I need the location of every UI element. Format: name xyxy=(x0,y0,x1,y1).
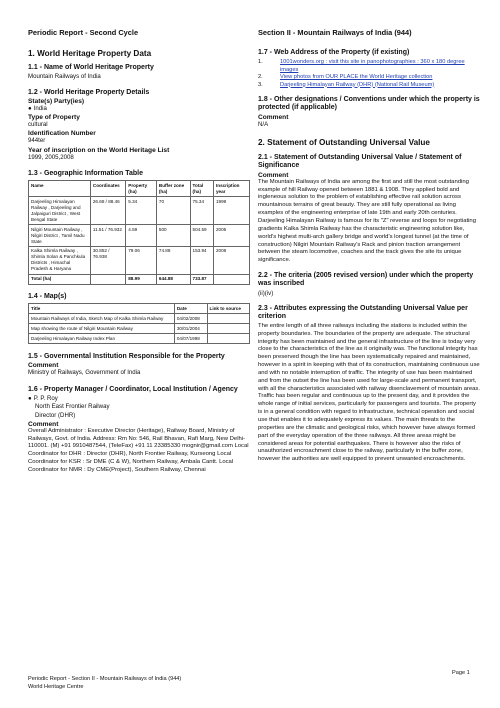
table-row xyxy=(29,246,250,274)
table-cell: 733.87 xyxy=(190,274,213,284)
table-cell: 75.34 xyxy=(190,197,213,225)
map-header-cell: Date xyxy=(174,304,207,314)
table-cell: 11.51 / 76.932 xyxy=(90,225,125,247)
table-cell: 04/02/2008 xyxy=(174,314,207,324)
table-cell: 153.94 xyxy=(190,246,213,274)
table-cell: 74.88 xyxy=(156,246,190,274)
section-2-3-title: 2.3 - Attributes expressing the Outstanding Universal Value per criterion xyxy=(258,305,468,321)
table-cell: 70 xyxy=(156,197,190,225)
section-1-6-comment: Overall Administrator : Executive Director (Heritage), Railway Board, Ministry of Railways, Govt. of India. Address: Rm No: 546, Rail Bhavan, Rafi Marg, New Delhi-110001. (M) +91 9910487544, (TeleFax) +91 11 23385330 mognir@gmail.com Local Coordinator for DHR : Director (DHR), North Frontier Railway, Kurseong Local Coordinator for KSR : Sr DME (C & W), Northern Railway, Ambala Cantt. Local Coordinator for NMR : Dy CME(Project), Southern Railway, Chennai xyxy=(28,427,249,473)
table-cell: 04/07/1998 xyxy=(174,334,207,344)
table-cell: 4.59 xyxy=(126,225,157,247)
footer xyxy=(28,676,181,691)
table-cell: 26.68 / 88.46 xyxy=(90,197,125,225)
table-cell: 30/01/2004 xyxy=(174,324,207,334)
section-1-7-title: 1.7 - Web Address of the Property (if existing) xyxy=(258,49,410,56)
table-cell: Total (ha) xyxy=(29,274,91,284)
criteria-value: (ii)(iv) xyxy=(258,289,274,297)
year-value: 1999, 2005,2008 xyxy=(28,153,74,161)
states-value xyxy=(28,105,250,113)
geo-header-cell: Coordinates xyxy=(90,181,125,197)
left-column xyxy=(28,28,250,475)
id-label: Identification Number xyxy=(28,130,96,138)
geo-header-cell: Total (ha) xyxy=(190,181,213,197)
map-header-cell: Title xyxy=(29,304,175,314)
table-cell: Kalka Shimla Railway , Shimla Solan & Panchkula Districts , Himachal Pradesh & Haryana xyxy=(29,246,91,274)
section-1-6-title: 1.6 - Property Manager / Coordinator, Local Institution / Agency xyxy=(28,385,238,393)
table-row xyxy=(29,197,250,225)
manager-name xyxy=(28,395,250,403)
table-cell: 88.99 xyxy=(126,274,157,284)
states-label: State(s) Party(ies) xyxy=(28,98,85,105)
section-1-5-title: 1.5 - Governmental Institution Responsible for the Property xyxy=(28,353,225,361)
section-1-8-title: 1.8 - Other designations / Conventions under which the property is protected (if applicable) xyxy=(258,96,480,112)
manager-organisation: North East Frontier Railway xyxy=(35,403,110,411)
id-value: 944ter xyxy=(28,137,46,145)
section-1-8-comment: N/A xyxy=(258,120,269,128)
section-1-2-title: 1.2 - World Heritage Property Details xyxy=(28,88,150,96)
section-1-title: 1. World Heritage Property Data xyxy=(28,49,152,58)
property-name: Mountain Railways of India xyxy=(28,73,101,81)
table-cell: 2005 xyxy=(213,225,249,247)
manager-role: Director (DHR) xyxy=(35,411,76,419)
table-cell: 500 xyxy=(156,225,190,247)
table-row xyxy=(29,314,250,324)
table-cell xyxy=(90,274,125,284)
section-2-title: 2. Statement of Outstanding Universal Value xyxy=(258,138,430,148)
section-1-8-comment-label: Comment xyxy=(258,113,289,121)
table-cell xyxy=(207,314,249,324)
table-cell xyxy=(207,324,249,334)
section-1-5-comment-label: Comment xyxy=(28,362,59,370)
table-cell: 644.88 xyxy=(156,274,190,284)
page-number: Page 1 xyxy=(452,670,470,676)
table-cell: Darjeeling Himalayan Railway , Darjeeling and Jalpaiguri District , West Bengal State xyxy=(29,197,91,225)
table-cell[interactable]: Map showing the route of Nilgiri Mountain Railway xyxy=(29,324,175,334)
geo-header-cell: Name xyxy=(29,181,91,197)
section-2-2-title: 2.2 - The criteria (2005 revised version) under which the property was inscribed xyxy=(258,272,474,288)
table-row xyxy=(29,334,250,344)
table-cell: 30.852 / 76.938 xyxy=(90,246,125,274)
table-cell: 5.34 xyxy=(126,197,157,225)
table-cell: 2008 xyxy=(213,246,249,274)
list-number: 2. xyxy=(258,74,263,81)
section-1-3-title: 1.3 - Geographic Information Table xyxy=(28,169,143,177)
section-2-1-title: 2.1 - Statement of Outstanding Universal Value / Statement of Significance xyxy=(258,154,462,170)
type-label: Type of Property xyxy=(28,114,80,122)
table-row xyxy=(29,324,250,334)
header-right: Section II - Mountain Railways of India (944) xyxy=(258,28,412,37)
table-cell[interactable]: Mountain Railways of India, Sketch Map of Kalka Shimla Railway xyxy=(29,314,175,324)
table-cell: 79.06 xyxy=(126,246,157,274)
geo-total-row xyxy=(29,274,250,284)
table-cell[interactable]: Darjeeling Himalayan Railway Index Plan xyxy=(29,334,175,344)
geo-table xyxy=(28,180,250,285)
bullet-icon: ● xyxy=(28,395,32,403)
map-table xyxy=(28,303,250,344)
manager-name-text: P. P. Roy xyxy=(33,395,58,403)
list-item xyxy=(258,82,480,89)
table-cell xyxy=(207,334,249,344)
list-item xyxy=(258,59,480,74)
geo-header-cell: Property (ha) xyxy=(126,181,157,197)
table-cell xyxy=(213,274,249,284)
right-column xyxy=(258,28,480,464)
states-value-text: India xyxy=(33,105,47,112)
list-number: 3. xyxy=(258,81,263,88)
web-link[interactable]: 1001wonders.org : visit this site in panophotographies : 360 x 180 degree images xyxy=(280,59,465,73)
bullet-icon: ● xyxy=(28,105,32,112)
section-2-1-text: The Mountain Railways of India are among the first and still the most outstanding example of hill Railway opened between 1881 & 1908. They applied bold and ingleneous solution to the problem of establishing effective rail solution across mountainous terrains of great beauty. They are still fully operational as living examples of the engineering enterprise of late 19th and early 20th centuries. Darjeeling Himalayan Railway is famous for its "Z" reverse and loops for negotiating gradients Kalka Shimla Railway has the characteristic engineering solution like, world's highest multi-arch gallery bridge and world's longest tunnel (at the time of construction) Nilgiri Mountain Railway's Rack and pinion traction arrangement between the steam locomotive, coaches and the track gives the site its unique significance. xyxy=(258,178,476,264)
list-number: 1. xyxy=(258,59,263,66)
map-header-cell: Link to source xyxy=(207,304,249,314)
year-label: Year of inscription on the World Heritage List xyxy=(28,146,170,154)
section-1-1-title: 1.1 - Name of World Heritage Property xyxy=(28,64,154,71)
footer-line-2: World Heritage Centre xyxy=(28,683,84,690)
web-link-list xyxy=(258,59,480,89)
geo-header-cell: Inscription year xyxy=(213,181,249,197)
geo-header-row xyxy=(29,181,250,197)
web-link[interactable]: Darjeeling Himalayan Railway (DHR) (National Rail Museum) xyxy=(280,81,435,88)
section-2-3-text: The entire length of all three railways including the stations is included within the property boundaries. The boundaries of the property are adequate. The structural integrity has been maintained and the general infrastructure of the line is today very close to the characteristics of the line as it originally was. The functional integrity has been preserved though the line has been systematically repaired and maintained, however in a spirit in keeping with that of its construction, maintaining continuous use and with no notable interruption of traffic. The integrity of use has been maintained and from the outset the line has been used for large-scale and permanent transport, with all the characteristics associated with railway disenclavement of mountain areas. Traffic has been regular and continuous up to the present day, and it provides the whole range of initial services, particularly for passengers and tourists. The property is in a general condition with regard to infrastructure, technical operation and social use that enables it to adequately express its values. The main threats to the properties are the climatic and geological risks, which however have always formed part of the everyday operation of the three railways. All three areas might be considered areas for potential earthquakes. There is however also the risks of unauthorized encroachment close to the railway, particularly in the buffer zone, however the authorities are well equipped to prevent unwanted encroachments. xyxy=(258,322,480,463)
section-1-5-comment: Ministry of Railways, Government of India xyxy=(28,369,141,377)
table-cell: Nilgiri Mountain Railway , Nilgiri District , Tamil Nadu State xyxy=(29,225,91,247)
list-item xyxy=(258,74,480,81)
type-value: cultural xyxy=(28,121,48,129)
header-left: Periodic Report - Second Cycle xyxy=(28,28,139,37)
web-link[interactable]: View photos from OUR PLACE the World Heritage collection xyxy=(280,74,433,81)
section-1-4-title: 1.4 - Map(s) xyxy=(28,292,67,300)
map-header-row xyxy=(29,304,250,314)
section-2-1-comment-label: Comment xyxy=(258,171,289,179)
footer-line-1: Periodic Report - Section II - Mountain Railways of India (944) xyxy=(28,676,182,682)
table-cell: 1999 xyxy=(213,197,249,225)
table-row xyxy=(29,225,250,247)
table-cell: 504.59 xyxy=(190,225,213,247)
section-1-6-comment-label: Comment xyxy=(28,420,59,428)
geo-header-cell: Buffer zone (ha) xyxy=(156,181,190,197)
